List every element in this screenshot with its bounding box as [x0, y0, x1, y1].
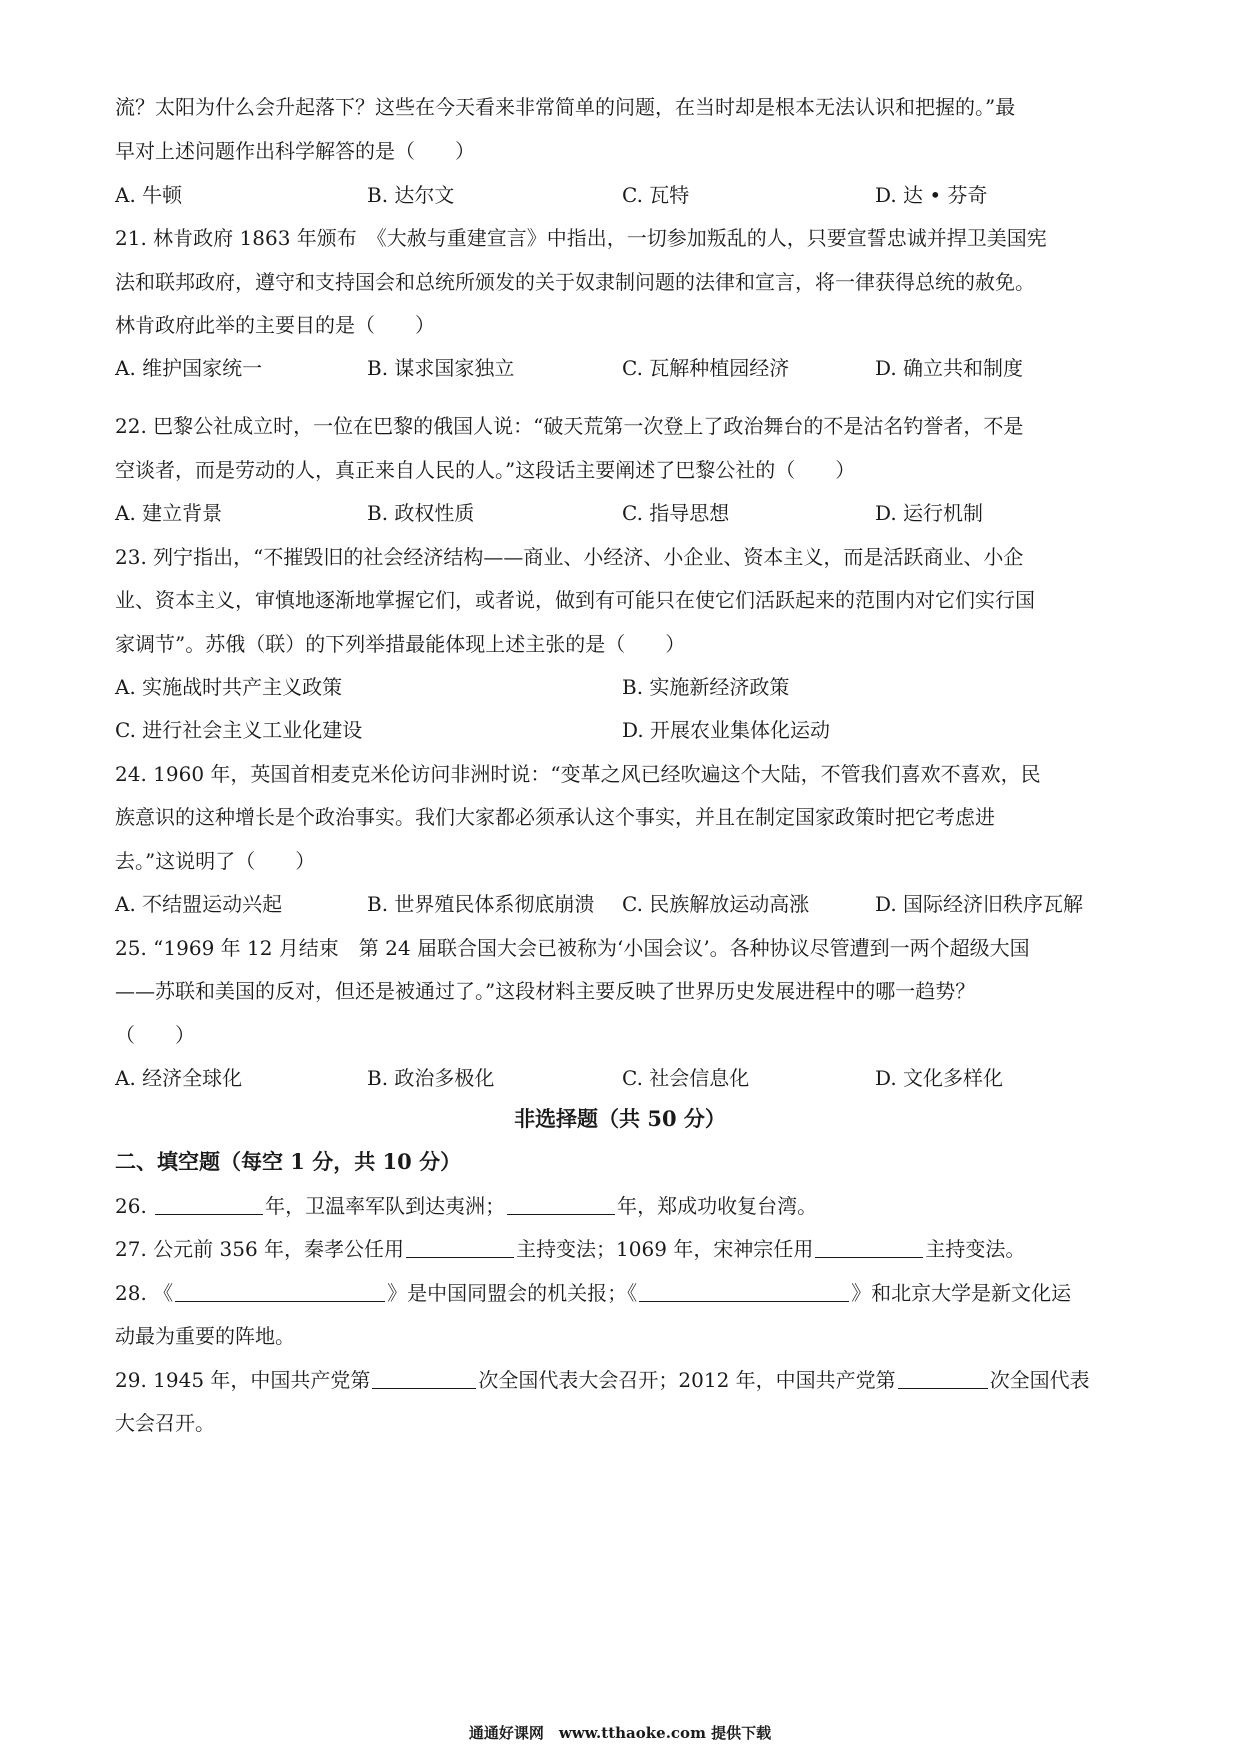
q29-text-0: 29. 1945 年，中国共产党第: [115, 1368, 371, 1392]
q28-blank-1[interactable]: [175, 1281, 385, 1302]
q21-line-2: 法和联邦政府，遵守和支持国会和总统所颁发的关于奴隶制问题的法律和宣言，将一律获得总统的赦免。: [115, 270, 1035, 294]
q20-option-d[interactable]: D. 达 • 芬奇: [875, 183, 988, 207]
q22-line-1: 22. 巴黎公社成立时，一位在巴黎的俄国人说：“破天荒第一次登上了政治舞台的不是沽名钓誉者，不是: [115, 414, 1024, 438]
q22-option-d[interactable]: D. 运行机制: [875, 501, 984, 525]
q25-line-3: （ ）: [115, 1023, 195, 1047]
q27-text-2: 主持变法。: [925, 1237, 1026, 1261]
q26-text-1: 年，卫温率军队到达夷洲；: [265, 1194, 506, 1218]
q20-line-1: 流？太阳为什么会升起落下？这些在今天看来非常简单的问题，在当时却是根本无法认识和把握的。”最: [115, 95, 1016, 119]
q22-option-a[interactable]: A. 建立背景: [115, 501, 223, 525]
q23-option-d[interactable]: D. 开展农业集体化运动: [622, 718, 831, 742]
q27-blank-2[interactable]: [815, 1237, 923, 1258]
q21-option-a[interactable]: A. 维护国家统一: [115, 356, 263, 380]
q23-line-1: 23. 列宁指出，“不摧毁旧的社会经济结构——商业、小经济、小企业、资本主义，而是活跃商业、小企: [115, 545, 1024, 569]
q28-blank-2[interactable]: [639, 1281, 849, 1302]
q22-line-2: 空谈者，而是劳动的人，真正来自人民的人。”这段话主要阐述了巴黎公社的（ ）: [115, 458, 856, 482]
q28-text-0: 28. 《: [115, 1281, 174, 1305]
q24-option-d[interactable]: D. 国际经济旧秩序瓦解: [875, 892, 1084, 916]
q26-text-2: 年，郑成功收复台湾。: [617, 1194, 818, 1218]
q21-option-c[interactable]: C. 瓦解种植园经济: [622, 356, 790, 380]
q26-line: [115, 1192, 1130, 1220]
q24-option-b[interactable]: B. 世界殖民体系彻底崩溃: [367, 892, 595, 916]
section2-title: 二、填空题（每空 1 分，共 10 分）: [115, 1149, 462, 1174]
q20-option-a[interactable]: A. 牛顿: [115, 183, 183, 207]
q25-line-2: ——苏联和美国的反对，但还是被通过了。”这段材料主要反映了世界历史发展进程中的哪一趋势？: [115, 979, 976, 1003]
q29-text-2: 次全国代表: [989, 1368, 1090, 1392]
q22-option-c[interactable]: C. 指导思想: [622, 501, 730, 525]
q20-line-2: 早对上述问题作出科学解答的是（ ）: [115, 139, 475, 163]
q29-line-1: [115, 1366, 1130, 1394]
q24-line-2: 族意识的这种增长是个政治事实。我们大家都必须承认这个事实，并且在制定国家政策时把它考虑进: [115, 805, 995, 829]
q25-option-a[interactable]: A. 经济全球化: [115, 1066, 243, 1090]
q28-line-1: [115, 1279, 1130, 1307]
q29-text-1: 次全国代表大会召开；2012 年，中国共产党第: [478, 1368, 896, 1392]
q26-number: 26.: [115, 1194, 147, 1218]
q29-blank-1[interactable]: [372, 1368, 476, 1389]
q21-line-3: 林肯政府此举的主要目的是（ ）: [115, 313, 435, 337]
q25-option-d[interactable]: D. 文化多样化: [875, 1066, 1004, 1090]
q29-line-2: 大会召开。: [115, 1411, 215, 1435]
q27-line: [115, 1235, 1130, 1263]
q24-line-3: 去。”这说明了（ ）: [115, 849, 316, 873]
q28-text-1: 》是中国同盟会的机关报；《: [387, 1281, 638, 1305]
q23-line-2: 业、资本主义，审慎地逐渐地掌握它们，或者说，做到有可能只在使它们活跃起来的范围内对它们实行国: [115, 588, 1035, 612]
q28-text-2: 》和北京大学是新文化运: [851, 1281, 1072, 1305]
part2-title: 非选择题（共 50 分）: [514, 1106, 726, 1131]
q25-option-c[interactable]: C. 社会信息化: [622, 1066, 750, 1090]
q22-option-b[interactable]: B. 政权性质: [367, 501, 475, 525]
q24-option-a[interactable]: A. 不结盟运动兴起: [115, 892, 283, 916]
q27-blank-1[interactable]: [406, 1237, 514, 1258]
q21-option-d[interactable]: D. 确立共和制度: [875, 356, 1024, 380]
q21-option-b[interactable]: B. 谋求国家独立: [367, 356, 515, 380]
q26-blank-2[interactable]: [507, 1194, 615, 1215]
q23-option-b[interactable]: B. 实施新经济政策: [622, 675, 790, 699]
q20-option-c[interactable]: C. 瓦特: [622, 183, 690, 207]
q23-option-c[interactable]: C. 进行社会主义工业化建设: [115, 718, 363, 742]
q29-blank-2[interactable]: [898, 1368, 988, 1389]
q24-line-1: 24. 1960 年，英国首相麦克米伦访问非洲时说：“变革之风已经吹遍这个大陆，不管我们喜欢不喜欢，民: [115, 762, 1041, 786]
q25-line-1: 25. “1969 年 12 月结束 第 24 届联合国大会已被称为‘小国会议’。各种协议尽管遭到一两个超级大国: [115, 936, 1030, 960]
q20-option-b[interactable]: B. 达尔文: [367, 183, 455, 207]
q24-option-c[interactable]: C. 民族解放运动高涨: [622, 892, 810, 916]
q21-line-1: 21. 林肯政府 1863 年颁布 《大赦与重建宣言》中指出，一切参加叛乱的人，只要宣誓忠诚并捍卫美国宪: [115, 226, 1047, 250]
q26-blank-1[interactable]: [155, 1194, 263, 1215]
q23-option-a[interactable]: A. 实施战时共产主义政策: [115, 675, 343, 699]
q23-line-3: 家调节”。苏俄（联）的下列举措最能体现上述主张的是（ ）: [115, 632, 686, 656]
q27-text-1: 主持变法；1069 年，宋神宗任用: [516, 1237, 814, 1261]
footer-source: 通通好课网 www.tthaoke.com 提供下载: [468, 1724, 772, 1742]
q25-option-b[interactable]: B. 政治多极化: [367, 1066, 495, 1090]
q27-text-0: 27. 公元前 356 年，秦孝公任用: [115, 1237, 405, 1261]
q28-line-2: 动最为重要的阵地。: [115, 1324, 295, 1348]
